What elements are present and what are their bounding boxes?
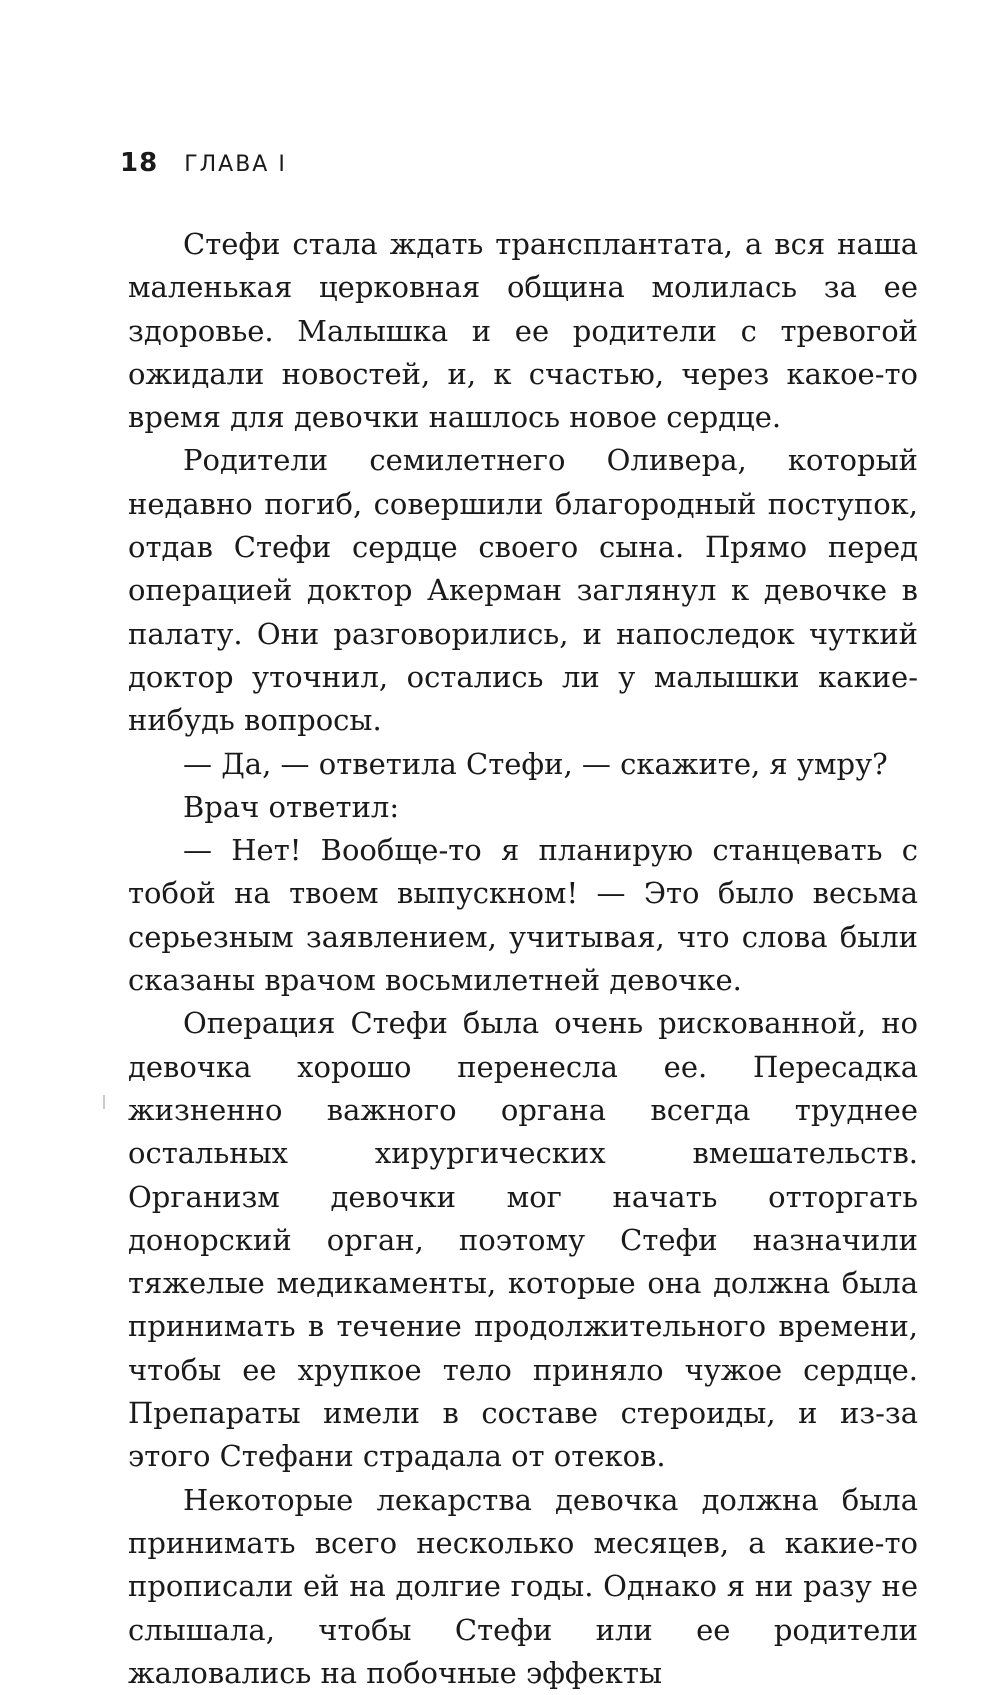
body-text [128, 223, 918, 1695]
paragraph-5: — Нет! Вообще-то я планирую станцевать с тобой на твоем выпускном! — Это было весьма серьезным заявлением, учитывая, что слова были сказаны врачом восьмилетней девочке. [128, 833, 918, 998]
paragraph-7: Некоторые лекарства девочка должна была принимать всего несколько месяцев, а какие-то прописали ей на долгие годы. Однако я ни разу не слышала, чтобы Стефи или ее родители жаловались на побочные эффекты [128, 1482, 918, 1690]
paragraph-1: Стефи стала ждать трансплантата, а вся наша маленькая церковная община молилась за ее здоровье. Малышка и ее родители с тревогой ожидали новостей, и, к счастью, через какое-то время для девочки нашлось новое сердце. [128, 227, 918, 435]
paragraph-3: — Да, — ответила Стефи, — скажите, я умру? [183, 746, 888, 781]
running-header [120, 148, 287, 178]
paragraph-4: Врач ответил: [183, 789, 400, 824]
scan-mark [103, 1095, 105, 1109]
chapter-label: ГЛАВА I [184, 152, 287, 177]
paragraph-2: Родители семилетнего Оливера, который недавно погиб, совершили благородный поступок, отдав Стефи сердце своего сына. Прямо перед операцией доктор Акерман заглянул к девочке в палату. Они разговорились, и напоследок чуткий доктор уточнил, остались ли у малышки какие-нибудь вопросы. [128, 443, 918, 738]
page-number: 18 [120, 148, 159, 178]
paragraph-6: Операция Стефи была очень рискованной, но девочка хорошо перенесла ее. Пересадка жизненно важного органа всегда труднее остальных хирургических вмешательств. Организм девочки мог начать отторгать донорский орган, поэтому Стефи назначили тяжелые медикаменты, которые она должна была принимать в течение продолжительного времени, чтобы ее хрупкое тело приняло чужое сердце. Препараты имели в составе стероиды, и из-за этого Стефани страдала от отеков. [128, 1006, 918, 1474]
